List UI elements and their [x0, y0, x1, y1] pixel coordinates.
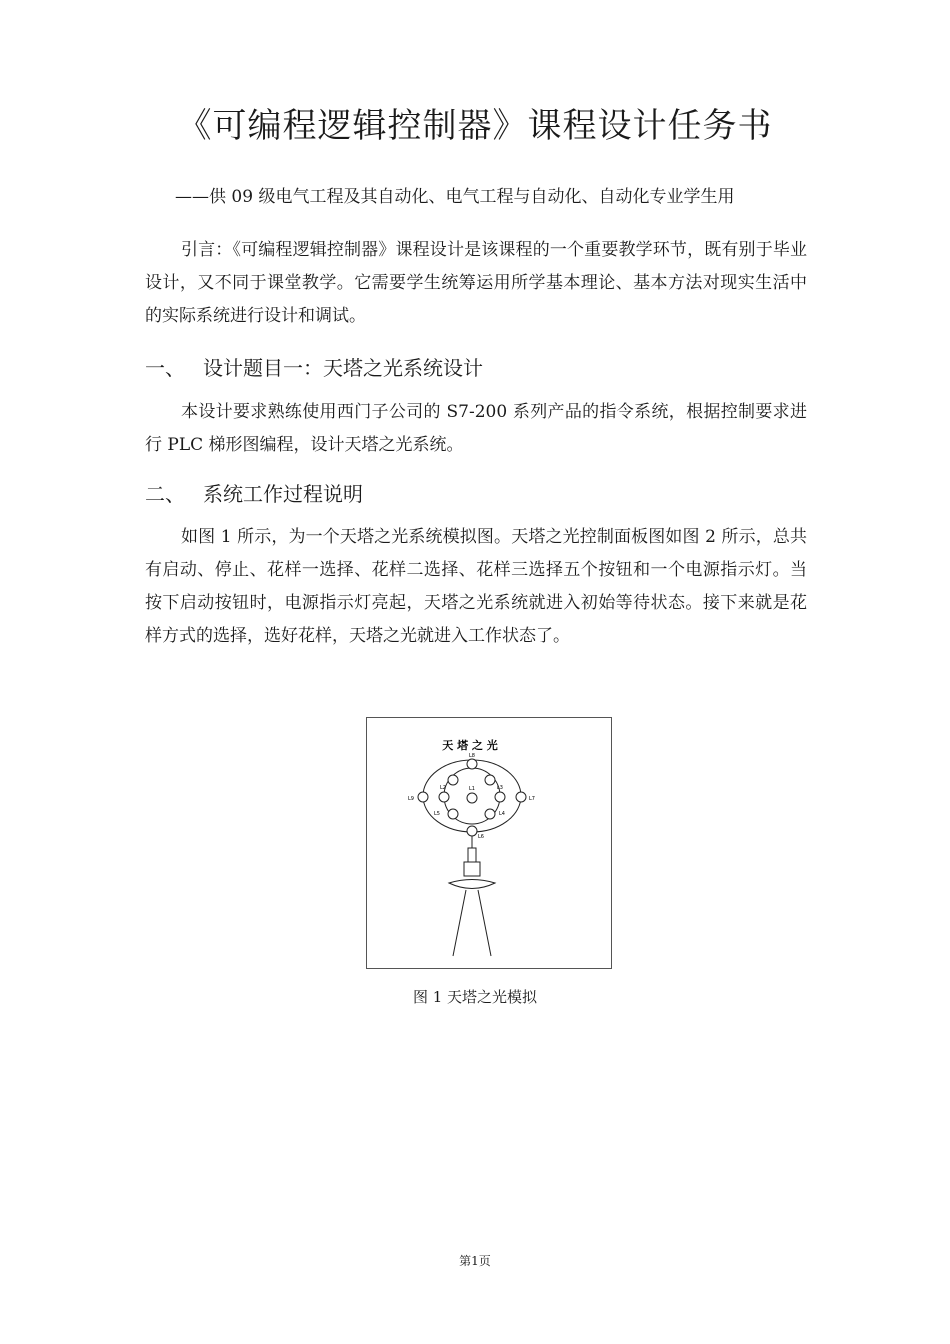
tower-light-diagram — [367, 718, 611, 968]
lamp-l3-top — [485, 775, 495, 785]
lamp-l9 — [418, 792, 428, 802]
label-l1: L1 — [469, 786, 475, 792]
lamp-l7 — [516, 792, 526, 802]
document-subtitle: ——供 09 级电气工程及其自动化、电气工程与自动化、自动化专业学生用 — [175, 187, 735, 207]
lamp-l4 — [485, 809, 495, 819]
section-2-body: 如图 1 所示，为一个天塔之光系统模拟图。天塔之光控制面板图如图 2 所示，总共有启动、停止、花样一选择、花样二选择、花样三选择五个按钮和一个电源指示灯。当按下启动按钮时，电源指示灯亮起，天塔之光系统就进入初始等待状态。接下来就是花样方式的选择，选好花样，天塔之光就进入工作状态了。 — [145, 527, 807, 646]
lamp-l3 — [495, 792, 505, 802]
lamp-l8 — [467, 759, 477, 769]
label-l6: L6 — [478, 834, 484, 840]
lamp-l2 — [439, 792, 449, 802]
lamp-l1 — [467, 793, 477, 803]
section-2-number: 二、 — [145, 482, 185, 506]
figure-heading: 天 塔 之 光 — [442, 739, 498, 752]
lamp-l5 — [448, 809, 458, 819]
lamp-l6 — [467, 826, 477, 836]
page-number: 第1页 — [459, 1254, 491, 1268]
section-1-body: 本设计要求熟练使用西门子公司的 S7-200 系列产品的指令系统，根据控制要求进行 PLC 梯形图编程，设计天塔之光系统。 — [145, 402, 807, 455]
tower-top — [468, 848, 476, 862]
section-1-number: 一、 — [145, 356, 185, 380]
tower-leg-left — [453, 890, 466, 956]
tower-cabin — [464, 862, 480, 876]
section-2-title: 系统工作过程说明 — [203, 482, 363, 506]
label-l3: L3 — [497, 785, 503, 791]
label-l4: L4 — [499, 811, 505, 817]
figure-caption: 图 1 天塔之光模拟 — [412, 988, 538, 1006]
tower-light-figure — [366, 717, 612, 969]
label-l5: L5 — [434, 811, 440, 817]
document-title: 《可编程逻辑控制器》课程设计任务书 — [177, 106, 773, 146]
section-1-title: 设计题目一：天塔之光系统设计 — [203, 356, 483, 380]
label-l9: L9 — [408, 796, 414, 802]
lamp-l2-top — [448, 775, 458, 785]
section-1-heading — [145, 352, 483, 381]
tower-leg-right — [478, 890, 491, 956]
label-l8: L8 — [469, 753, 475, 759]
intro-paragraph: 引言：《可编程逻辑控制器》课程设计是该课程的一个重要教学环节，既有别于毕业设计，又不同于课堂教学。它需要学生统筹运用所学基本理论、基本方法对现实生活中的实际系统进行设计和调试。 — [145, 240, 807, 326]
section-2-heading — [145, 478, 363, 507]
label-l2: L2 — [440, 785, 446, 791]
label-l7: L7 — [529, 796, 535, 802]
tower-disc — [449, 880, 495, 889]
